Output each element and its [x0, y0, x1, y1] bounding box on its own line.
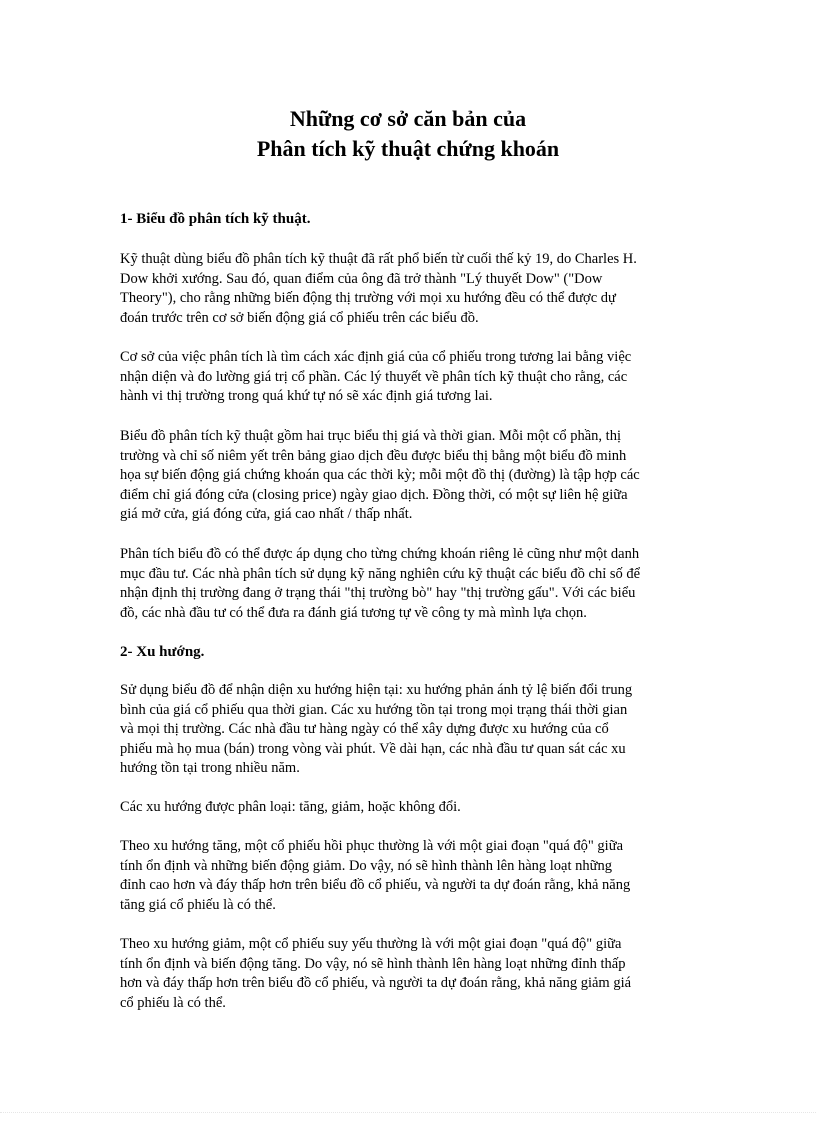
- paragraph-dow-theory: [120, 250, 700, 328]
- text-line: Theo xu hướng tăng, một cổ phiếu hồi phục thường là với một giai đoạn "quá độ" giữa: [120, 838, 624, 854]
- paragraph-chart-axes: [120, 427, 700, 525]
- text-line: tính ổn định và những biến động giảm. Do vậy, nó sẽ hình thành lên hàng loạt những: [120, 857, 613, 874]
- text-line: Các xu hướng được phân loại: tăng, giảm, hoặc không đổi.: [120, 799, 461, 815]
- text-line: Biểu đồ phân tích kỹ thuật gồm hai trục biểu thị giá và thời gian. Mỗi một cổ phần, thị: [120, 428, 621, 444]
- text-line: đoán trước trên cơ sở biến động giá cổ phiếu trên các biểu đồ.: [120, 309, 479, 326]
- text-line: Sử dụng biểu đồ để nhận diện xu hướng hiện tại: xu hướng phản ánh tỷ lệ biến đổi trung: [120, 682, 633, 698]
- text-line: Dow khởi xướng. Sau đó, quan điểm của ông đã trở thành "Lý thuyết Dow" ("Dow: [120, 270, 603, 287]
- text-line: hành vi thị trường trong quá khứ tự nó sẽ xác định giá tương lai.: [120, 388, 493, 404]
- paragraph-uptrend: [120, 837, 700, 915]
- paragraph-portfolio-analysis: [120, 545, 700, 623]
- text-line: Theory"), cho rằng những biến động thị trường với mọi xu hướng đều có thể được dự: [120, 290, 616, 306]
- text-line: điểm chỉ giá đóng cửa (closing price) ngày giao dịch. Đồng thời, có một sự liên hệ giữa: [120, 486, 628, 503]
- text-line: và mọi thị trường. Các nhà đầu tư hàng ngày có thể xây dựng được xu hướng của cổ: [120, 721, 609, 737]
- text-line: tính ổn định và biến động tăng. Do vậy, nó sẽ hình thành lên hàng loạt những đỉnh thấp: [120, 955, 626, 972]
- section-heading-trends: 2- Xu hướng.: [120, 644, 205, 660]
- text-line: phiếu mà họ mua (bán) trong vòng vài phút. Về dài hạn, các nhà đầu tư quan sát các xu: [120, 740, 626, 757]
- text-line: nhận diện và đo lường giá trị cổ phần. Các lý thuyết về phân tích kỹ thuật cho rằng, các: [120, 368, 628, 385]
- text-line: trường và chỉ số niêm yết trên bảng giao dịch đều được biểu thị bằng một biểu đồ minh: [120, 447, 627, 464]
- text-line: Cơ sở của việc phân tích là tìm cách xác định giá của cổ phiếu trong tương lai bằng việc: [120, 349, 632, 365]
- text-line: giá mở cửa, giá đóng cửa, giá cao nhất / thấp nhất.: [120, 506, 413, 522]
- text-line: họa sự biến động giá chứng khoán qua các thời kỳ; mỗi một đồ thị (đường) là tập hợp các: [120, 467, 640, 483]
- text-line: tăng giá cổ phiếu là có thể.: [120, 896, 276, 913]
- text-line: Theo xu hướng giảm, một cổ phiếu suy yếu thường là với một giai đoạn "quá độ" giữa: [120, 936, 622, 952]
- paragraph-trend-identification: [120, 681, 700, 779]
- text-line: đồ, các nhà đầu tư có thể đưa ra đánh giá tương tự về công ty mà mình lựa chọn.: [120, 604, 587, 621]
- text-line: đỉnh cao hơn và đáy thấp hơn trên biểu đồ cổ phiếu, và người ta dự đoán rằng, khả năng: [120, 877, 631, 893]
- text-line: cổ phiếu là có thể.: [120, 994, 226, 1011]
- document-title-line-2: Phân tích kỹ thuật chứng khoán: [256, 136, 560, 161]
- text-line: hơn và đáy thấp hơn trên biểu đồ cổ phiếu, và người ta dự đoán rằng, khả năng giảm giá: [120, 975, 632, 991]
- text-line: Phân tích biểu đồ có thể được áp dụng cho từng chứng khoán riêng lẻ cũng như một danh: [120, 546, 640, 562]
- text-line: Kỹ thuật dùng biểu đồ phân tích kỹ thuật đã rất phổ biến từ cuối thế kỷ 19, do Charles H.: [120, 251, 637, 267]
- text-line: hướng tồn tại trong nhiều năm.: [120, 760, 300, 776]
- text-line: bình của giá cổ phiếu qua thời gian. Các xu hướng tồn tại trong mọi trạng thái thời gian: [120, 701, 628, 718]
- section-heading-chart-analysis: 1- Biểu đồ phân tích kỹ thuật.: [120, 211, 311, 227]
- paragraph-analysis-basis: [120, 348, 700, 407]
- document-title-line-1: Những cơ sở căn bản của: [289, 106, 527, 131]
- text-line: mục đầu tư. Các nhà phân tích sử dụng kỹ năng nghiên cứu kỹ thuật các biểu đồ chỉ số để: [120, 565, 641, 582]
- paragraph-downtrend: [120, 935, 700, 1013]
- paragraph-trend-classification: [120, 798, 700, 818]
- document-title: [0, 104, 816, 164]
- text-line: nhận định thị trường đang ở trạng thái "thị trường bò" hay "thị trường gấu". Với các biểu: [120, 585, 636, 601]
- page-bottom-divider: [0, 1112, 816, 1113]
